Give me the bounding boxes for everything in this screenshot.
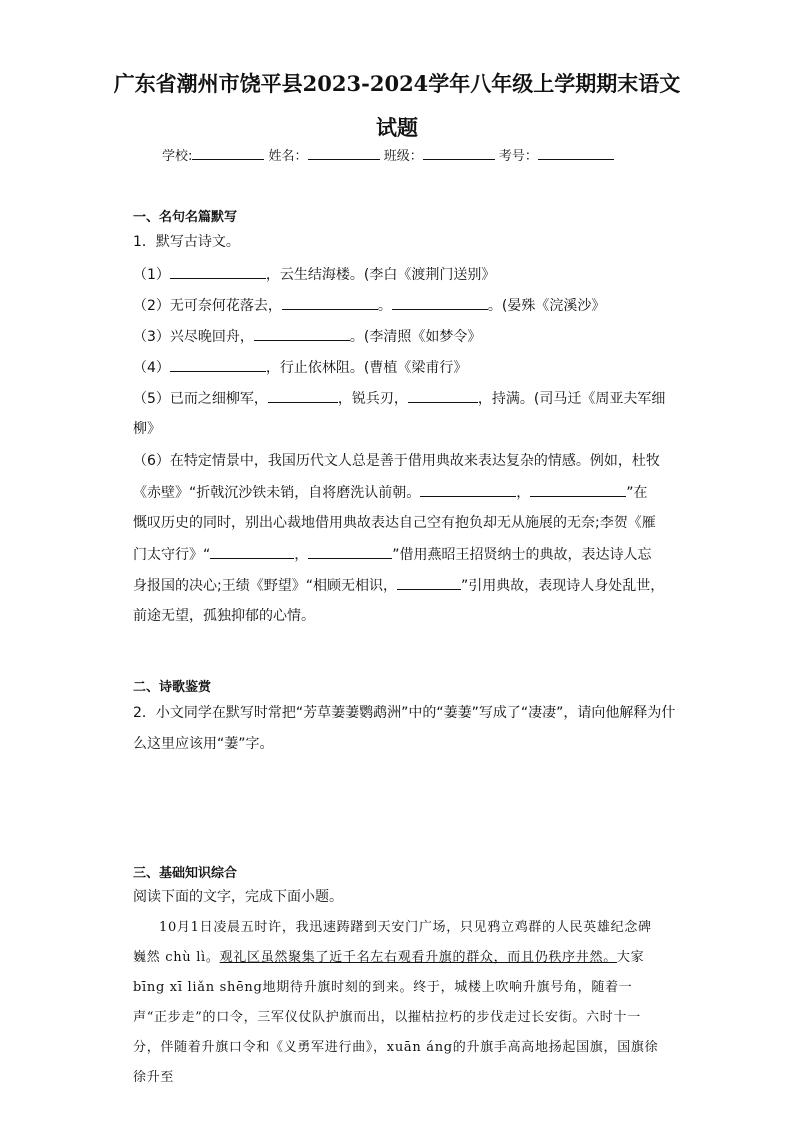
passage-text-b: 大家 bīng xī liǎn shēng地期待升旗时刻的到来。终于，城楼上吹响升旗号角，随着一声“正步走”的口令，三军仪仗队护旗而出，以摧枯拉朽的步伐走过长安街。六时十一分，伴随着升旗口令和《义勇军进行曲》，xuān áng的升旗手高高地扬起国旗，国旗徐徐升至: [133, 950, 659, 1085]
q1-item2: （2）无可奈何花落去， 。 。(晏殊《浣溪沙》: [133, 295, 605, 316]
class-label: 班级：: [383, 149, 423, 164]
page-title-line2: 试题: [376, 115, 418, 140]
question2-line2: 么这里应该用“萋”字。: [133, 736, 274, 752]
q1-item6-line4: 门太守行》“ ， ”借用燕昭王招贤纳士的典故，表达诗人忘: [133, 544, 652, 565]
question2-line1: 2．小文同学在默写时常把“芳草萋萋鹦鹉洲”中的“萋萋”写成了“凄凄”，请向他解释为什: [133, 705, 676, 721]
answer-blank[interactable]: [392, 295, 488, 310]
answer-blank[interactable]: [254, 326, 350, 341]
school-label: 学校:: [162, 149, 193, 164]
q1-item5-cont: 柳》: [133, 421, 161, 437]
answer-blank[interactable]: [530, 482, 626, 497]
passage-text-a: 10月1日凌晨五时许，我迅速踌躇到天安门广场，只见鸦立鸡群的人民英雄纪念碑巍然 chù lì。: [133, 920, 652, 965]
q1-item3: （3）兴尽晚回舟， 。(李清照《如梦令》: [133, 326, 481, 347]
section2-heading: 二、诗歌鉴赏: [133, 680, 212, 695]
q1-item4: （4） ，行止依林阻。(曹植《梁甫行》: [133, 357, 467, 378]
exam-no-label: 考号：: [498, 149, 538, 164]
section1-heading: 一、名句名篇默写: [133, 210, 238, 225]
q1-item6-line2: 《赤壁》“折戟沉沙铁未销，自将磨洗认前朝。 ， ”在: [133, 482, 648, 503]
answer-blank[interactable]: [308, 544, 392, 559]
name-label: 姓名：: [268, 149, 308, 164]
name-blank[interactable]: [308, 145, 380, 160]
answer-blank[interactable]: [420, 482, 516, 497]
section3-heading: 三、基础知识综合: [133, 866, 238, 881]
answer-blank[interactable]: [268, 388, 338, 403]
passage-underlined-sentence: 观礼区虽然聚集了近千名左右观看升旗的群众，而且仍秩序井然。: [219, 950, 617, 965]
section3-intro: 阅读下面的文字，完成下面小题。: [133, 889, 343, 905]
answer-blank[interactable]: [408, 388, 478, 403]
page-title-line1: 广东省潮州市饶平县2023-2024学年八年级上学期期末语文: [113, 71, 681, 96]
q1-item6-line3: 慨叹历史的同时，别出心裁地借用典故表达自己空有抱负却无从施展的无奈;李贺《雁: [133, 515, 656, 531]
answer-blank[interactable]: [210, 544, 294, 559]
answer-blank[interactable]: [282, 295, 378, 310]
class-blank[interactable]: [423, 145, 495, 160]
question1-stem: 1．默写古诗文。: [133, 234, 240, 250]
school-blank[interactable]: [192, 145, 264, 160]
answer-blank[interactable]: [170, 357, 266, 372]
q1-item1: （1） ，云生结海楼。(李白《渡荆门送别》: [133, 264, 495, 285]
q1-item5: （5）已而之细柳军， ，锐兵刃， ，持满。(司马迁《周亚夫军细: [133, 388, 665, 409]
reading-passage: [133, 913, 661, 1093]
answer-blank[interactable]: [170, 264, 266, 279]
q1-item6-line5: 身报国的决心;王绩《野望》“相顾无相识， ”引用典故，表现诗人身处乱世，: [133, 575, 664, 596]
q1-item6-line1: （6）在特定情景中，我国历代文人总是善于借用典故来表达复杂的情感。例如，杜牧: [133, 453, 660, 469]
q1-item6-line6: 前途无望，孤独抑郁的心情。: [133, 608, 315, 624]
exam-no-blank[interactable]: [538, 145, 614, 160]
student-info-row: [162, 145, 614, 164]
answer-blank[interactable]: [397, 575, 461, 590]
